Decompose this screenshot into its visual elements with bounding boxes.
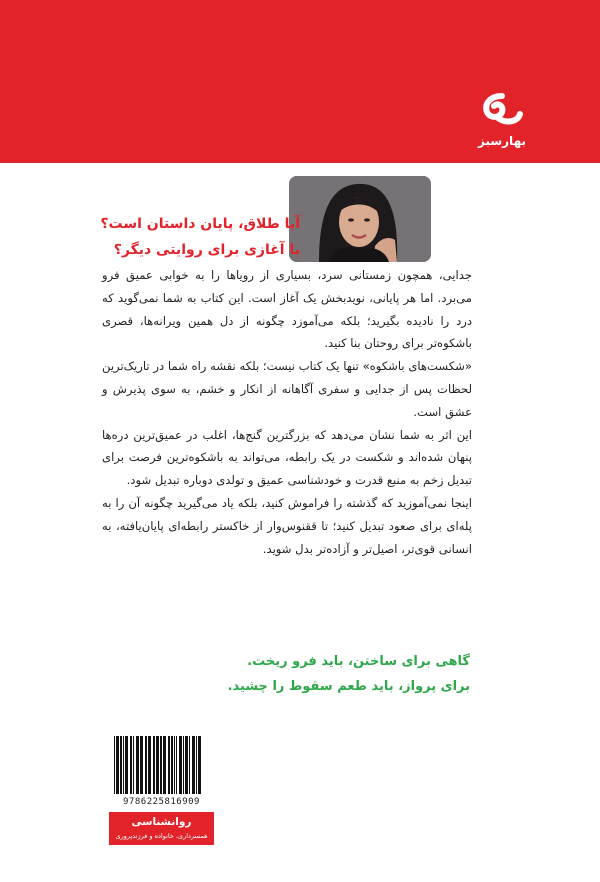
barcode-bar [176, 736, 177, 794]
barcode-bar [163, 736, 166, 794]
barcode-bar [156, 736, 159, 794]
slogan-line-1: گاهی برای ساختن، باید فرو ریخت. [247, 654, 470, 669]
barcode-bar [120, 736, 122, 794]
blurb-body [102, 264, 472, 560]
slogan-line-2: برای پرواز، باید طعم سقوط را چشید. [227, 679, 470, 694]
blurb-paragraph: اینجا نمی‌آموزید که گذشته را فراموش کنید، بلکه یاد می‌گیرید چگونه آن را به پله‌ای برای صعود تبدیل کنید؛ تا ققنوس‌وار از خاکستر رابطه‌ای پایان‌یافته، به انسانی قوی‌تر، اصیل‌تر و آزاده‌تر بدل شوید. [102, 495, 472, 556]
barcode-bar [123, 736, 124, 794]
barcode-bar [196, 736, 197, 794]
author-photo [289, 176, 431, 262]
barcode-bar [125, 736, 128, 794]
category-title: روانشناسی [131, 816, 192, 828]
question-title-1: آیا طلاق، پایان داستان است؟ [100, 216, 300, 232]
barcode-bar [136, 736, 139, 794]
barcode-digits: 9786225816909 [123, 797, 200, 807]
barcode-bar [189, 736, 190, 794]
publisher-name: بهارسبز [477, 134, 526, 148]
barcode [109, 733, 214, 813]
barcode-bar [153, 736, 155, 794]
barcode-bars [112, 736, 211, 796]
barcode-bar [140, 736, 143, 794]
barcode-bar [133, 736, 134, 794]
barcode-bar [148, 736, 151, 794]
publisher-logo-icon [478, 92, 526, 136]
blurb-paragraph: این اثر به شما نشان می‌دهد که بزرگترین گنج‌ها، اغلب در عمیق‌ترین دره‌ها پنهان شده‌اند و شکست در یک رابطه، می‌تواند به باشکوه‌ترین فرصت برای تبدیل زخم به منبع قدرت و خودشناسی عمیق و تولدی دوباره تبدیل شود. [102, 427, 472, 488]
barcode-bar [185, 736, 188, 794]
barcode-bar [174, 736, 175, 794]
blurb-paragraph: «شکست‌های باشکوه» تنها یک کتاب نیست؛ بلکه نقشه راه شما در تاریک‌ترین لحظات پس از جدایی و سفری آگاهانه از انکار و خشم، به سوی پذیرش و عشق است. [102, 359, 472, 419]
blurb-paragraph: جدایی، همچون زمستانی سرد، بسیاری از رویاها را به خوابی عمیق فرو می‌برد. اما هر پایانی، نویدبخش یک آغاز است. این کتاب به شما نمی‌گوید که درد را نادیده بگیرید؛ بلکه می‌آموزد چگونه از دل همین ویرانه‌ها، قصری باشکوه‌تر برای روحتان بنا کنید. [102, 268, 472, 351]
barcode-bar [192, 736, 195, 794]
barcode-bar [198, 736, 201, 794]
category-badge [109, 812, 214, 845]
barcode-bar [168, 736, 170, 794]
barcode-bar [130, 736, 132, 794]
barcode-bar [171, 736, 173, 794]
barcode-bar [145, 736, 147, 794]
category-subtitle: همسرداری، خانواده و فرزندپروری [115, 832, 208, 840]
barcode-bar [183, 736, 184, 794]
publisher-logo [472, 92, 532, 156]
question-title-2: یا آغازی برای روایتی دیگر؟ [113, 242, 300, 258]
barcode-bar [114, 736, 115, 794]
barcode-bar [116, 736, 119, 794]
barcode-bar [179, 736, 182, 794]
barcode-bar [160, 736, 162, 794]
